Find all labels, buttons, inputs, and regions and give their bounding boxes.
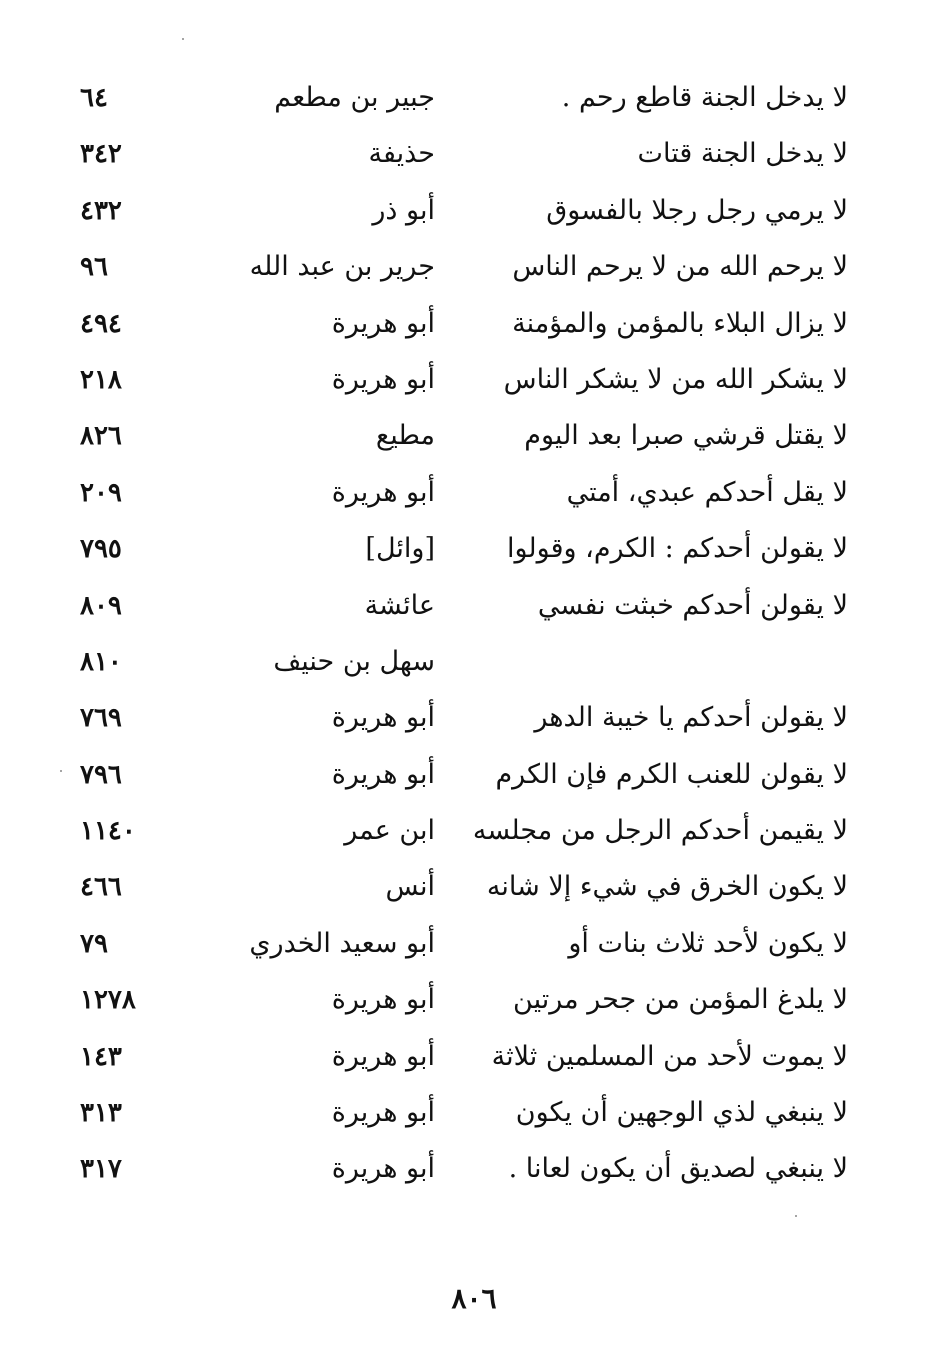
scan-speck xyxy=(60,770,62,772)
index-row xyxy=(60,1087,860,1143)
page-number: ٨٠٦ xyxy=(451,1282,497,1315)
index-row xyxy=(60,523,860,579)
index-row xyxy=(60,1031,860,1087)
narrator-name: أبو ذر xyxy=(372,194,435,226)
page-reference: ٩٦ xyxy=(80,252,108,283)
page-reference: ٧٦٩ xyxy=(80,703,122,734)
hadith-text: لا يكون الخرق في شيء إلا شانه xyxy=(486,871,848,903)
hadith-text: لا يقولن أحدكم : الكرم، وقولوا xyxy=(506,533,848,565)
narrator-name: سهل بن حنيف xyxy=(273,645,435,677)
hadith-text: لا يقيمن أحدكم الرجل من مجلسه xyxy=(472,815,848,847)
page-reference: ٦٤ xyxy=(80,83,108,113)
hadith-text: لا يكون لأحد ثلاث بنات أو xyxy=(568,927,848,959)
hadith-text: لا يشكر الله من لا يشكر الناس xyxy=(503,363,848,395)
narrator-name: أبو هريرة xyxy=(331,702,435,734)
hadith-text: لا يقولن أحدكم خبثت نفسي xyxy=(537,589,848,621)
page-reference: ٨٢٦ xyxy=(80,421,122,452)
page-reference: ٨١٠ xyxy=(80,646,122,677)
narrator-name: أبو هريرة xyxy=(331,307,435,339)
narrator-name: جرير بن عبد الله xyxy=(249,251,435,283)
scan-speck xyxy=(182,38,184,40)
hadith-text: لا يزال البلاء بالمؤمن والمؤمنة xyxy=(512,307,848,339)
hadith-text: لا يدخل الجنة قاطع رحم . xyxy=(561,82,848,113)
hadith-text: لا يلدغ المؤمن من جحر مرتين xyxy=(513,984,848,1016)
index-row xyxy=(60,805,860,861)
page-reference: ٣١٧ xyxy=(80,1154,122,1185)
index-row xyxy=(60,185,860,241)
index-row xyxy=(60,410,860,466)
hadith-text: لا يموت لأحد من المسلمين ثلاثة xyxy=(491,1040,848,1072)
index-row xyxy=(60,580,860,636)
narrator-name: [وائل] xyxy=(365,533,435,565)
hadith-text: لا يدخل الجنة قتات xyxy=(637,138,848,170)
hadith-text: لا يرمي رجل رجلا بالفسوق xyxy=(546,194,848,226)
hadith-text: لا يقتل قرشي صبرا بعد اليوم xyxy=(524,420,848,452)
hadith-index-table xyxy=(60,72,860,1200)
page-reference: ١١٤٠ xyxy=(80,816,136,847)
hadith-text: لا يقل أحدكم عبدي، أمتي xyxy=(566,476,848,508)
index-row xyxy=(60,636,860,692)
index-row xyxy=(60,692,860,748)
page-reference: ٧٩ xyxy=(80,928,108,959)
page-reference: ٤٩٤ xyxy=(80,308,122,339)
page-reference: ٧٩٥ xyxy=(80,534,122,565)
hadith-text: لا يقولن أحدكم يا خيبة الدهر xyxy=(534,702,848,734)
page-reference: ١٢٧٨ xyxy=(80,985,136,1016)
index-row xyxy=(60,974,860,1030)
narrator-name: أبو سعيد الخدري xyxy=(249,927,435,959)
page-reference: ١٤٣ xyxy=(80,1041,122,1072)
index-row xyxy=(60,918,860,974)
hadith-text: لا يرحم الله من لا يرحم الناس xyxy=(512,251,848,283)
hadith-text: لا يقولن للعنب الكرم فإن الكرم xyxy=(495,758,848,790)
index-row xyxy=(60,241,860,297)
index-row xyxy=(60,128,860,184)
narrator-name: ابن عمر xyxy=(344,815,435,847)
narrator-name: أبو هريرة xyxy=(331,363,435,395)
page-reference: ٧٩٦ xyxy=(80,759,122,790)
narrator-name: أبو هريرة xyxy=(331,1153,435,1185)
page-reference: ٣١٣ xyxy=(80,1098,122,1129)
index-row xyxy=(60,72,860,128)
index-row xyxy=(60,1143,860,1199)
narrator-name: مطيع xyxy=(375,420,435,452)
page-reference: ٤٦٦ xyxy=(80,872,122,903)
page-reference: ٤٣٢ xyxy=(80,195,122,226)
hadith-text: لا ينبغي لصديق أن يكون لعانا . xyxy=(508,1153,848,1185)
narrator-name: أبو هريرة xyxy=(331,476,435,508)
index-row xyxy=(60,749,860,805)
narrator-name: أبو هريرة xyxy=(331,1040,435,1072)
page-reference: ٣٤٢ xyxy=(80,139,122,170)
scan-speck xyxy=(795,1215,797,1217)
page-reference: ٢١٨ xyxy=(80,364,122,395)
page-reference: ٢٠٩ xyxy=(80,477,122,508)
index-row xyxy=(60,861,860,917)
narrator-name: أنس xyxy=(385,871,435,903)
narrator-name: عائشة xyxy=(364,589,435,621)
narrator-name: حذيفة xyxy=(368,138,435,170)
index-row xyxy=(60,467,860,523)
index-row xyxy=(60,354,860,410)
narrator-name: جبير بن مطعم xyxy=(274,82,435,113)
narrator-name: أبو هريرة xyxy=(331,1097,435,1129)
index-row xyxy=(60,298,860,354)
narrator-name: أبو هريرة xyxy=(331,984,435,1016)
page-reference: ٨٠٩ xyxy=(80,590,122,621)
hadith-text: لا ينبغي لذي الوجهين أن يكون xyxy=(515,1097,848,1129)
narrator-name: أبو هريرة xyxy=(331,758,435,790)
